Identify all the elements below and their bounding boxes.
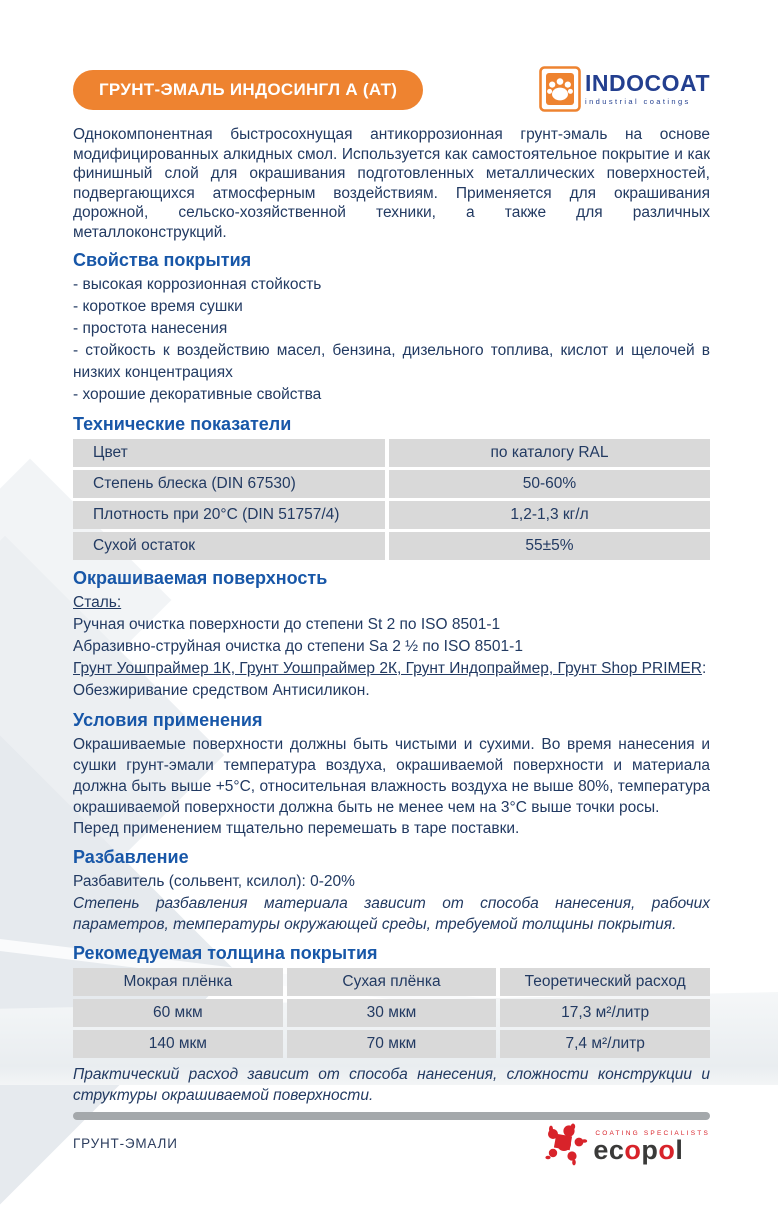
section-heading-tech: Технические показатели (73, 414, 292, 434)
section-heading-conditions: Условия применения (73, 710, 263, 730)
brand-name: INDOCOAT (585, 70, 710, 96)
thickness-cell: 7,4 м²/литр (500, 1030, 710, 1058)
thickness-note: Практический расход зависит от способа нанесения, сложности конструкции и структуры окрашиваемой поверхности. (73, 1066, 710, 1104)
intro-paragraph: Однокомпонентная быстросохнущая антикоррозионная грунт-эмаль на основе модифицированных алкидных смол. Используется как самостоятельное покрытие и как финишный слой для окрашивания подготовленных металлических поверхностей, подвергающихся атмосферным воздействиям. Применяется для окрашивания дорожной, сельско-хозяйственной техники, а также для различных металлоконструкций. (73, 126, 710, 241)
property-item: - простота нанесения (73, 320, 228, 337)
surface-primers-label: Грунт Уошпраймер 1К, Грунт Уошпраймер 2К, Грунт Индопраймер, Грунт Shop PRIMER (73, 660, 702, 677)
footer (73, 1122, 710, 1175)
header (73, 70, 710, 112)
surface-steel-label: Сталь: (73, 594, 122, 611)
indocoat-logo (539, 66, 710, 112)
section-heading-dilution: Разбавление (73, 847, 189, 867)
surface-primers-colon: : (701, 660, 707, 677)
ecopol-wordmark (593, 1122, 710, 1163)
ecopol-splat-icon (542, 1122, 588, 1175)
product-title-pill: ГРУНТ-ЭМАЛЬ ИНДОСИНГЛ А (АТ) (73, 70, 423, 110)
thickness-header: Сухая плёнка (287, 968, 497, 996)
ecopol-word: ecopol (593, 1135, 684, 1165)
dilution-line: Разбавитель (сольвент, ксилол): 0-20% (73, 873, 355, 890)
ecopol-logo (542, 1122, 710, 1175)
thickness-cell: 70 мкм (287, 1030, 497, 1058)
property-item: - хорошие декоративные свойства (73, 386, 322, 403)
thickness-cell: 60 мкм (73, 999, 283, 1027)
section-heading-surface: Окрашиваемая поверхность (73, 568, 328, 588)
table-row (73, 999, 710, 1027)
thickness-cell: 140 мкм (73, 1030, 283, 1058)
table-row (73, 532, 710, 560)
thickness-table (73, 968, 710, 1058)
surface-line: Абразивно-струйная очистка до степени Sa 2 ½ по ISO 8501-1 (73, 638, 523, 655)
thickness-header: Мокрая плёнка (73, 968, 283, 996)
indocoat-paw-icon (539, 66, 581, 112)
tech-value: 50-60% (389, 470, 710, 498)
property-item: - стойкость к воздействию масел, бензина, дизельного топлива, кислот и щелочей в низких концентрациях (73, 342, 710, 381)
table-row (73, 501, 710, 529)
surface-degrease: Обезжиривание средством Антисиликон. (73, 682, 370, 699)
tech-value: 1,2-1,3 кг/л (389, 501, 710, 529)
thickness-cell: 17,3 м²/литр (500, 999, 710, 1027)
surface-line: Ручная очистка поверхности до степени St 2 по ISO 8501-1 (73, 616, 501, 633)
footer-divider (73, 1112, 710, 1120)
tech-param: Цвет (73, 439, 385, 467)
table-row (73, 439, 710, 467)
thickness-header: Теоретический расход (500, 968, 710, 996)
dilution-note: Степень разбавления материала зависит от способа нанесения, рабочих параметров, температуры окружающей среды, требуемой толщины покрытия. (73, 895, 710, 933)
table-header-row (73, 968, 710, 996)
property-item: - короткое время сушки (73, 298, 243, 315)
indocoat-wordmark (585, 72, 710, 106)
ecopol-tagline: COATING SPECIALISTS (595, 1130, 710, 1137)
tech-param: Плотность при 20°С (DIN 51757/4) (73, 501, 385, 529)
tech-value: по каталогу RAL (389, 439, 710, 467)
tech-value: 55±5% (389, 532, 710, 560)
thickness-cell: 30 мкм (287, 999, 497, 1027)
brand-tagline: industrial coatings (585, 97, 691, 106)
conditions-paragraph: Окрашиваемые поверхности должны быть чистыми и сухими. Во время нанесения и сушки грунт-эмали температура воздуха, окрашиваемой поверхности и материала должна быть выше +5°С, относительная влажность воздуха не выше 80%, температура окрашиваемой поверхности должна быть не менее чем на 3°С выше точки росы. (73, 736, 710, 816)
section-heading-thickness: Рекомедуемая толщина покрытия (73, 943, 378, 963)
table-row (73, 470, 710, 498)
tech-table (73, 439, 710, 560)
table-row (73, 1030, 710, 1058)
property-item: - высокая коррозионная стойкость (73, 276, 322, 293)
tech-param: Степень блеска (DIN 67530) (73, 470, 385, 498)
footer-category: ГРУНТ-ЭМАЛИ (73, 1136, 178, 1151)
section-heading-properties: Свойства покрытия (73, 250, 252, 270)
tech-param: Сухой остаток (73, 532, 385, 560)
conditions-note: Перед применением тщательно перемешать в таре поставки. (73, 820, 520, 837)
